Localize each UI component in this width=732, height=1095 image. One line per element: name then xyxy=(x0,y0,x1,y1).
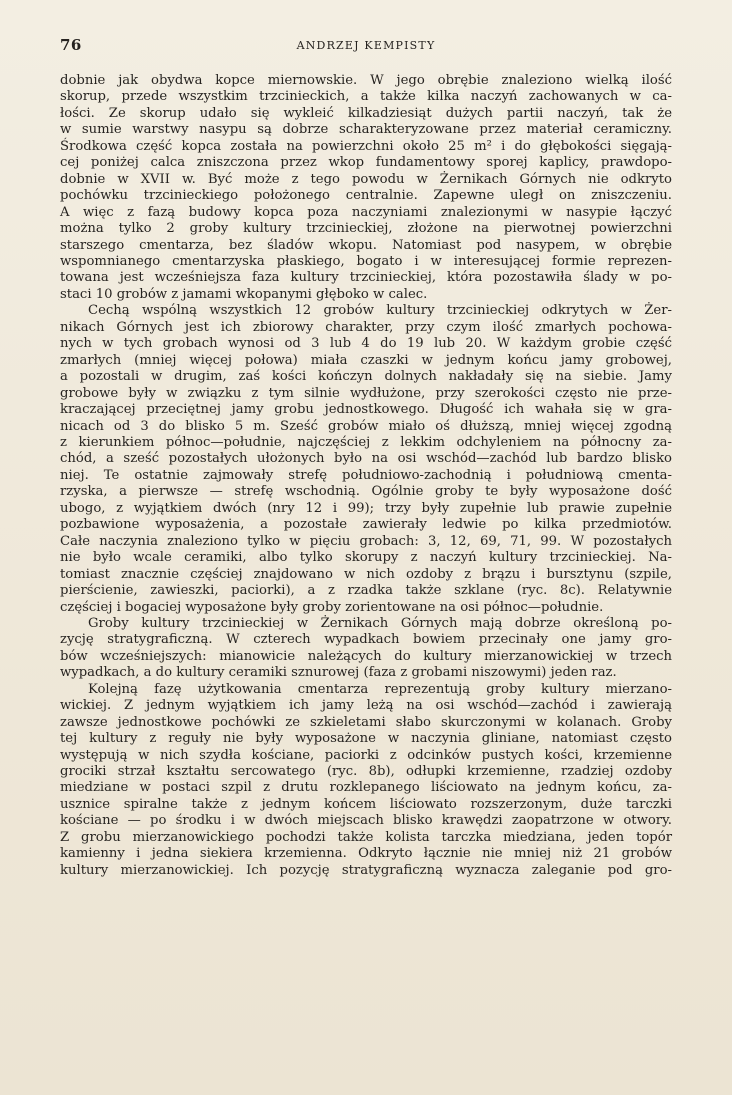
text-line: bów wcześniejszych: mianowicie należących do kultury mierzanowickiej w trzech xyxy=(60,648,672,664)
text-line: nikach Górnych jest ich zbiorowy charakter, przy czym ilość zmarłych pochowa- xyxy=(60,319,672,335)
text-line: tomiast znacznie częściej znajdowano w nich ozdoby z brązu i bursztynu (szpile, xyxy=(60,566,672,582)
text-line: niej. Te ostatnie zajmowały strefę południowo-zachodnią i południową cmenta- xyxy=(60,467,672,483)
text-line: tej kultury z reguły nie były wyposażone w naczynia gliniane, natomiast często xyxy=(60,731,672,747)
text-line: towana jest wcześniejsza faza kultury trzcinieckiej, która pozostawiła ślady w po- xyxy=(60,270,672,286)
text-line: można tylko 2 groby kultury trzcinieckiej, złożone na pierwotnej powierzchni xyxy=(60,221,672,237)
text-line: zawsze jednostkowe pochówki ze szkieletami słabo skurczonymi w kolanach. Groby xyxy=(60,714,672,730)
text-line: zmarłych (mniej więcej połowa) miała czaszki w jednym końcu jamy grobowej, xyxy=(60,352,672,368)
text-line: miedziane w postaci szpil z drutu rozklepanego liściowato na jednym końcu, za- xyxy=(60,780,672,796)
text-line: Z grobu mierzanowickiego pochodzi także kolista tarczka miedziana, jeden topór xyxy=(60,829,672,845)
text-line: nie było wcale ceramiki, albo tylko skorupy z naczyń kultury trzcinieckiej. Na- xyxy=(60,550,672,566)
text-line: pierścienie, zawieszki, paciorki), a z rzadka także szklane (ryc. 8c). Relatywnie xyxy=(60,583,672,599)
text-line: ubogo, z wyjątkiem dwóch (nry 12 i 99); trzy były zupełnie lub prawie zupełnie xyxy=(60,500,672,516)
text-line: nicach od 3 do blisko 5 m. Sześć grobów miało oś dłuższą, mniej więcej zgodną xyxy=(60,418,672,434)
text-line: wspomnianego cmentarzyska płaskiego, bogato i w interesującej formie reprezen- xyxy=(60,253,672,269)
text-line: Środkowa część kopca została na powierzchni około 25 m² i do głębokości sięgają- xyxy=(60,138,672,154)
text-line: wypadkach, a do kultury ceramiki sznurowej (faza z grobami niszowymi) jeden raz. xyxy=(60,665,617,681)
text-line: starszego cmentarza, bez śladów wkopu. Natomiast pod nasypem, w obrębie xyxy=(60,237,672,253)
text-line: grociki strzał kształtu sercowatego (ryc. 8b), odłupki krzemienne, rzadziej ozdoby xyxy=(60,764,672,780)
body-text xyxy=(60,73,672,879)
text-line: łości. Ze skorup udało się wykleić kilkadziesiąt dużych partii naczyń, tak że xyxy=(60,105,672,121)
text-line: kraczającej przeciętnej jamy grobu jednostkowego. Długość ich wahała się w gra- xyxy=(60,402,672,418)
text-line: kamienny i jedna siekiera krzemienna. Odkryto łącznie nie mniej niż 21 grobów xyxy=(60,846,672,862)
text-line: nych w tych grobach wynosi od 3 lub 4 do 19 lub 20. W każdym grobie część xyxy=(60,336,672,352)
text-line: pozbawione wyposażenia, a pozostałe zawierały ledwie po kilka przedmiotów. xyxy=(60,517,672,533)
text-line: dobnie w XVII w. Być może z tego powodu w Żernikach Górnych nie odkryto xyxy=(60,171,672,187)
text-line: wickiej. Z jednym wyjątkiem ich jamy leżą na osi wschód—zachód i zawierają xyxy=(60,698,672,714)
text-line: usznice spiralne także z jednym końcem liściowato rozszerzonym, duże tarczki xyxy=(60,796,672,812)
text-line: występują w nich szydła kościane, paciorki z odcinków pustych kości, krzemienne xyxy=(60,747,672,763)
text-line: rzyska, a pierwsze — strefę wschodnią. Ogólnie groby te były wyposażone dość xyxy=(60,484,672,500)
text-line: Całe naczynia znaleziono tylko w pięciu grobach: 3, 12, 69, 71, 99. W pozostałych xyxy=(60,533,672,549)
text-line: chód, a sześć pozostałych ułożonych było na osi wschód—zachód lub bardzo blisko xyxy=(60,451,672,467)
text-line: Kolejną fazę użytkowania cmentarza reprezentują groby kultury mierzano- xyxy=(88,681,672,697)
text-line: częściej i bogaciej wyposażone były groby zorientowane na osi północ—południe. xyxy=(60,599,604,615)
text-line: A więc z fazą budowy kopca poza naczyniami znalezionymi w nasypie łączyć xyxy=(60,204,672,220)
text-line: z kierunkiem północ—południe, najczęściej z lekkim odchyleniem na północny za- xyxy=(60,434,672,450)
text-line: dobnie jak obydwa kopce miernowskie. W jego obrębie znaleziono wielką ilość xyxy=(60,73,672,88)
page-number: 76 xyxy=(60,36,82,54)
text-line: staci 10 grobów z jamami wkopanymi głęboko w calec. xyxy=(60,286,428,302)
text-line: kultury mierzanowickiej. Ich pozycję stratygraficzną wyznacza zaleganie pod gro- xyxy=(60,862,672,878)
text-line: a pozostali w drugim, zaś kości kończyn dolnych nakładały się na siebie. Jamy xyxy=(60,369,672,385)
text-line: Groby kultury trzcinieckiej w Żernikach Górnych mają dobrze określoną po- xyxy=(88,615,672,631)
text-line: grobowe były w związku z tym silnie wydłużone, przy szerokości często nie prze- xyxy=(60,385,672,401)
text-line: Cechą wspólną wszystkich 12 grobów kultury trzcinieckiej odkrytych w Żer- xyxy=(88,303,672,319)
page-header xyxy=(60,36,672,56)
text-line: skorup, przede wszystkim trzcinieckich, a także kilka naczyń zachowanych w ca- xyxy=(60,89,672,105)
running-title: ANDRZEJ KEMPISTY xyxy=(296,39,436,52)
text-line: zycję stratygraficzną. W czterech wypadkach bowiem przecinały one jamy gro- xyxy=(60,632,672,648)
text-line: cej poniżej calca zniszczona przez wkop fundamentowy sporej kaplicy, prawdopo- xyxy=(60,155,672,171)
text-line: kościane — po środku i w dwóch miejscach blisko krawędzi zaopatrzone w otwory. xyxy=(60,813,672,829)
text-line: pochówku trzcinieckiego położonego centralnie. Zapewne uległ on zniszczeniu. xyxy=(60,188,672,204)
text-line: w sumie warstwy nasypu są dobrze scharakteryzowane przez materiał ceramiczny. xyxy=(60,122,672,138)
